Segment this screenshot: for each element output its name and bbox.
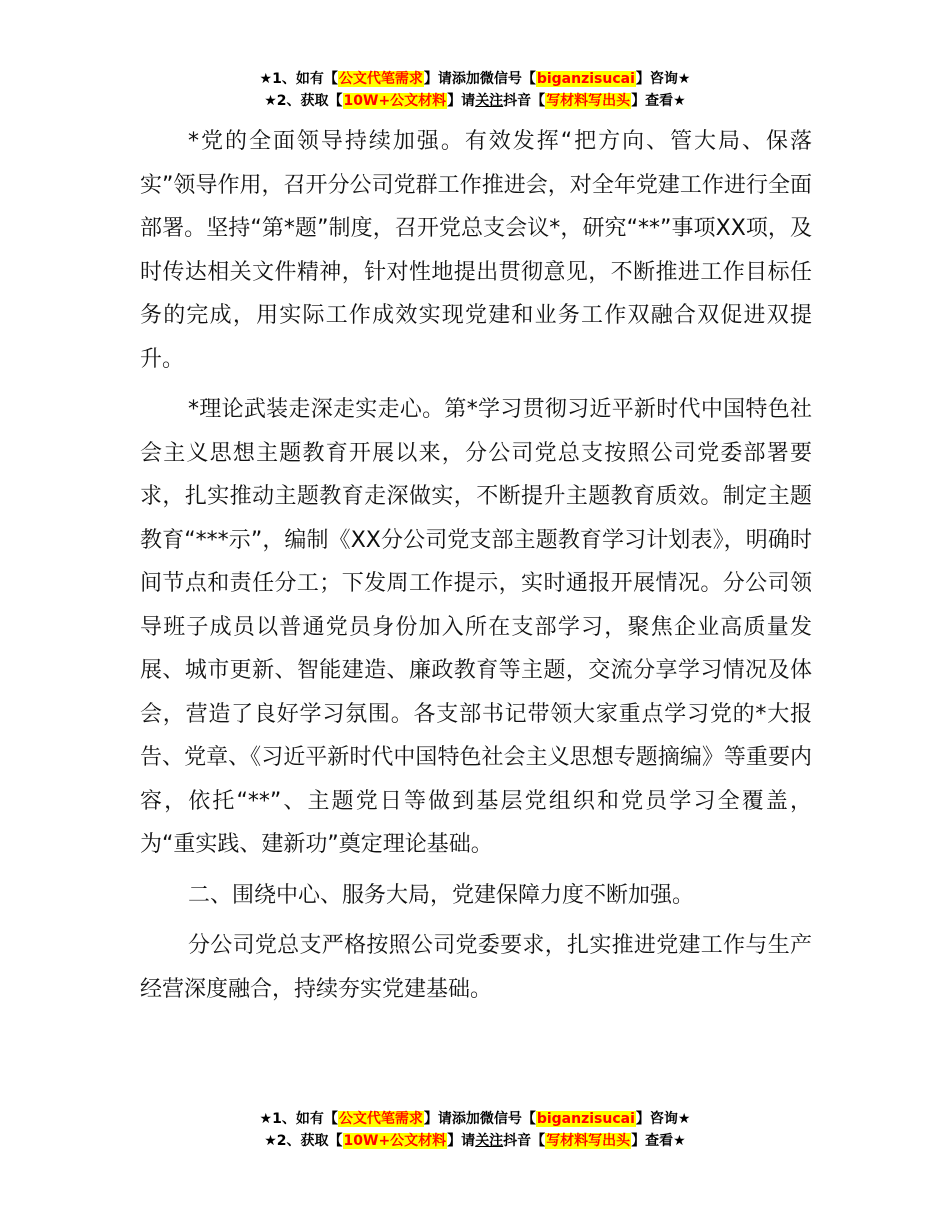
footer-banner: [0, 1108, 950, 1152]
banner-highlight-wechat-id: biganzisucai: [536, 71, 635, 87]
paragraph-party-leadership: *党的全面领导持续加强。有效发挥“把方向、管大局、保落实”领导作用，召开分公司党群工作推进会，对全年党建工作进行全面部署。坚持“第*题”制度，召开党总支会议*，研究“**”事项XX项，及时传达相关文件精神，针对性地提出贯彻意见，不断推进工作目标任务的完成，用实际工作成效实现党建和业务工作双融合双促进双提升。: [140, 129, 812, 372]
banner-underlined-text: 关注: [475, 93, 504, 109]
banner-line-1: [0, 1108, 950, 1130]
banner-highlight-service: 公文代笔需求: [338, 1111, 423, 1127]
banner-line-2: [0, 1130, 950, 1152]
banner-text: 】查看★: [631, 93, 686, 109]
banner-text: ★1、如有【: [259, 1111, 338, 1127]
banner-text: 】请: [447, 1133, 476, 1149]
banner-text: 】查看★: [631, 1133, 686, 1149]
banner-text: ★2、获取【: [264, 1133, 343, 1149]
banner-highlight-account: 写材料写出头: [546, 1133, 631, 1149]
banner-text: 】咨询★: [635, 1111, 691, 1127]
banner-line-1: [0, 68, 950, 90]
banner-text: ★2、获取【: [264, 93, 343, 109]
banner-highlight-account: 写材料写出头: [546, 93, 631, 109]
banner-underlined-text: 关注: [475, 1133, 504, 1149]
paragraph-integration: 分公司党总支严格按照公司党委要求，扎实推进党建工作与生产经营深度融合，持续夯实党建基础。: [140, 933, 812, 1002]
section-heading-2: 二、围绕中心、服务大局，党建保障力度不断加强。: [188, 882, 695, 908]
banner-text: ★1、如有【: [259, 71, 338, 87]
banner-text: 】咨询★: [635, 71, 691, 87]
banner-line-2: [0, 90, 950, 112]
banner-highlight-service: 公文代笔需求: [338, 71, 423, 87]
banner-highlight-wechat-id: biganzisucai: [536, 1111, 635, 1127]
paragraph-theory-study: *理论武装走深走实走心。第*学习贯彻习近平新时代中国特色社会主义思想主题教育开展以来，分公司党总支按照公司党委部署要求，扎实推动主题教育走深做实，不断提升主题教育质效。制定主题教育“***示”，编制《XX分公司党支部主题教育学习计划表》，明确时间节点和责任分工；下发周工作提示，实时通报开展情况。分公司领导班子成员以普通党员身份加入所在支部学习，聚焦企业高质量发展、城市更新、智能建造、廉政教育等主题，交流分享学习情况及体会，营造了良好学习氛围。各支部书记带领大家重点学习党的*大报告、党章、《习近平新时代中国特色社会主义思想专题摘编》等重要内容，依托“**”、主题党日等做到基层党组织和党员学习全覆盖，为“重实践、建新功”奠定理论基础。: [140, 397, 812, 857]
banner-text: 抖音【: [503, 93, 546, 109]
document-body: [140, 120, 812, 1018]
banner-text: 】请添加微信号【: [423, 1111, 536, 1127]
banner-text: 】请添加微信号【: [423, 71, 536, 87]
banner-highlight-materials: 10W+公文材料: [343, 93, 447, 109]
banner-text: 】请: [447, 93, 476, 109]
header-banner: [0, 68, 950, 112]
banner-highlight-materials: 10W+公文材料: [343, 1133, 447, 1149]
banner-text: 抖音【: [503, 1133, 546, 1149]
